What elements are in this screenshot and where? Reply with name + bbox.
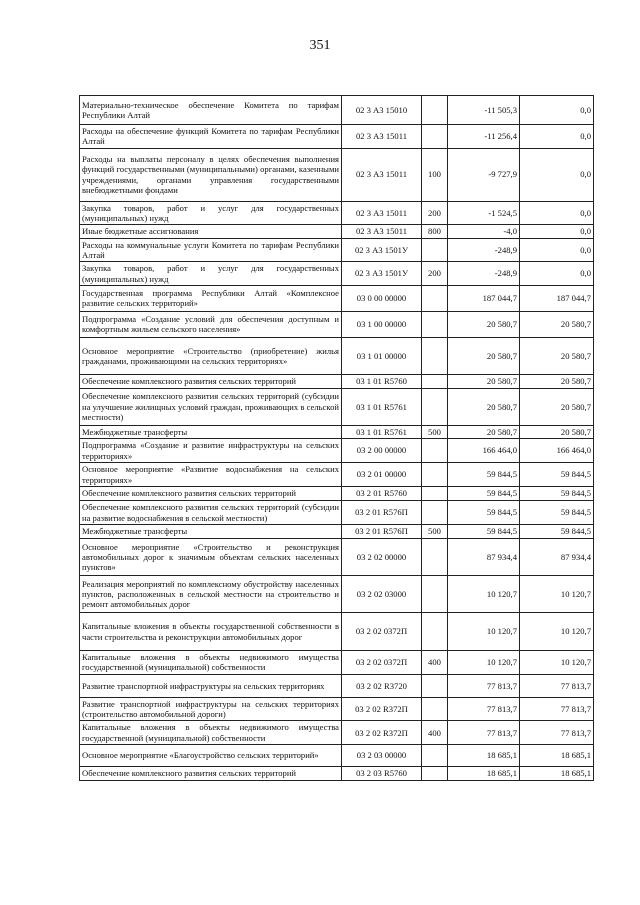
table-row [80,388,594,425]
row-expense-type-cell [422,745,448,767]
row-amount-next-cell: 0,0 [520,262,594,286]
table-row [80,487,594,501]
table-row [80,337,594,374]
row-code-cell: 03 1 01 00000 [342,337,422,374]
budget-table-body [80,96,594,781]
table-row [80,425,594,438]
table-row [80,613,594,651]
row-expense-type-cell [422,388,448,425]
row-name-cell: Основное мероприятие «Строительство и реконструкция автомобильных дорог к значимым объектам сельских населенных пунктов» [80,539,342,576]
row-amount-cell: 77 813,7 [448,697,520,721]
row-name-cell: Подпрограмма «Создание и развитие инфраструктуры на сельских территориях» [80,439,342,463]
row-name-cell: Основное мероприятие «Строительство (приобретение) жилья гражданами, проживающими на сельских территориях» [80,337,342,374]
row-amount-cell: -248,9 [448,262,520,286]
row-name-cell: Капитальные вложения в объекты недвижимого имущества государственной (муниципальной) собственности [80,651,342,675]
row-expense-type-cell [422,337,448,374]
row-code-cell: 03 2 02 0372П [342,613,422,651]
row-expense-type-cell [422,674,448,697]
row-expense-type-cell [422,576,448,613]
row-amount-next-cell: 59 844,5 [520,463,594,487]
row-code-cell: 03 2 02 R372П [342,697,422,721]
row-expense-type-cell: 800 [422,225,448,238]
table-row [80,697,594,721]
row-name-cell: Обеспечение комплексного развития сельских территорий (субсидии на развитие водоснабжения в сельской местности) [80,501,342,525]
row-code-cell: 03 2 01 00000 [342,463,422,487]
row-amount-cell: 18 685,1 [448,767,520,781]
row-name-cell: Межбюджетные трансферты [80,525,342,539]
table-row [80,148,594,201]
row-code-cell: 02 3 А3 15010 [342,96,422,125]
row-code-cell: 03 2 00 00000 [342,439,422,463]
row-amount-next-cell: 59 844,5 [520,487,594,501]
row-amount-cell: 20 580,7 [448,337,520,374]
row-code-cell: 02 3 А3 15011 [342,225,422,238]
row-expense-type-cell [422,96,448,125]
row-expense-type-cell [422,311,448,337]
row-amount-cell: 10 120,7 [448,651,520,675]
row-code-cell: 03 2 03 00000 [342,745,422,767]
row-amount-next-cell: 77 813,7 [520,721,594,745]
table-row [80,285,594,311]
row-code-cell: 03 2 02 03000 [342,576,422,613]
row-expense-type-cell [422,487,448,501]
row-amount-cell: 166 464,0 [448,439,520,463]
row-amount-cell: -4,0 [448,225,520,238]
row-expense-type-cell [422,501,448,525]
row-code-cell: 03 2 01 R576П [342,525,422,539]
row-amount-next-cell: 10 120,7 [520,576,594,613]
row-amount-cell: 20 580,7 [448,425,520,438]
row-code-cell: 03 2 02 R372П [342,721,422,745]
row-code-cell: 03 2 02 R3720 [342,674,422,697]
row-amount-cell: 87 934,4 [448,539,520,576]
row-amount-cell: 10 120,7 [448,576,520,613]
row-amount-cell: 77 813,7 [448,674,520,697]
table-row [80,674,594,697]
row-amount-next-cell: 18 685,1 [520,767,594,781]
row-name-cell: Обеспечение комплексного развития сельских территорий [80,374,342,388]
row-expense-type-cell [422,697,448,721]
row-name-cell: Обеспечение комплексного развития сельских территорий (субсидии на улучшение жилищных условий граждан, проживающих в сельской местности) [80,388,342,425]
row-name-cell: Иные бюджетные ассигнования [80,225,342,238]
row-expense-type-cell [422,285,448,311]
row-code-cell: 03 1 01 R5760 [342,374,422,388]
row-name-cell: Обеспечение комплексного развития сельских территорий [80,487,342,501]
row-amount-cell: 59 844,5 [448,487,520,501]
row-expense-type-cell: 400 [422,651,448,675]
row-code-cell: 03 2 02 00000 [342,539,422,576]
row-amount-cell: 59 844,5 [448,463,520,487]
row-name-cell: Основное мероприятие «Благоустройство сельских территорий» [80,745,342,767]
row-name-cell: Капитальные вложения в объекты государственной собственности в части строительства и реконструкции автомобильных дорог [80,613,342,651]
row-expense-type-cell [422,374,448,388]
row-amount-next-cell: 20 580,7 [520,425,594,438]
row-expense-type-cell [422,613,448,651]
row-expense-type-cell [422,125,448,149]
row-name-cell: Закупка товаров, работ и услуг для государственных (муниципальных) нужд [80,262,342,286]
table-row [80,311,594,337]
row-amount-next-cell: 0,0 [520,96,594,125]
row-code-cell: 03 2 03 R5760 [342,767,422,781]
table-row [80,576,594,613]
row-amount-cell: 59 844,5 [448,525,520,539]
row-amount-cell: -1 524,5 [448,201,520,225]
row-code-cell: 02 3 А3 15011 [342,148,422,201]
row-amount-cell: 20 580,7 [448,311,520,337]
table-row [80,225,594,238]
row-amount-next-cell: 0,0 [520,225,594,238]
row-name-cell: Государственная программа Республики Алтай «Комплексное развитие сельских территорий» [80,285,342,311]
row-amount-next-cell: 10 120,7 [520,613,594,651]
row-amount-cell: -9 727,9 [448,148,520,201]
row-expense-type-cell [422,539,448,576]
row-amount-cell: 20 580,7 [448,388,520,425]
table-row [80,721,594,745]
row-name-cell: Реализация мероприятий по комплексному обустройству населенных пунктов, расположенных в сельской местности на строительство и ремонт автомобильных дорог [80,576,342,613]
row-name-cell: Закупка товаров, работ и услуг для государственных (муниципальных) нужд [80,201,342,225]
row-code-cell: 02 3 А3 15011 [342,125,422,149]
row-amount-next-cell: 20 580,7 [520,337,594,374]
row-amount-cell: -248,9 [448,238,520,262]
row-expense-type-cell: 500 [422,525,448,539]
row-name-cell: Подпрограмма «Создание условий для обеспечения доступным и комфортным жильем сельского населения» [80,311,342,337]
table-row [80,374,594,388]
row-code-cell: 03 0 00 00000 [342,285,422,311]
table-row [80,96,594,125]
row-amount-next-cell: 166 464,0 [520,439,594,463]
row-name-cell: Развитие транспортной инфраструктуры на сельских территориях [80,674,342,697]
table-row [80,439,594,463]
row-code-cell: 02 3 А3 1501У [342,238,422,262]
row-name-cell: Расходы на коммунальные услуги Комитета по тарифам Республики Алтай [80,238,342,262]
row-amount-cell: -11 256,4 [448,125,520,149]
row-amount-next-cell: 20 580,7 [520,388,594,425]
row-amount-cell: 10 120,7 [448,613,520,651]
row-amount-next-cell: 77 813,7 [520,674,594,697]
row-amount-next-cell: 18 685,1 [520,745,594,767]
table-row [80,651,594,675]
row-amount-cell: 18 685,1 [448,745,520,767]
row-expense-type-cell [422,439,448,463]
row-name-cell: Расходы на обеспечение функций Комитета по тарифам Республики Алтай [80,125,342,149]
row-expense-type-cell: 200 [422,262,448,286]
row-amount-next-cell: 59 844,5 [520,525,594,539]
row-expense-type-cell [422,463,448,487]
row-expense-type-cell [422,238,448,262]
row-amount-next-cell: 20 580,7 [520,374,594,388]
row-amount-cell: 59 844,5 [448,501,520,525]
table-row [80,238,594,262]
page-number: 351 [309,38,331,53]
table-row [80,525,594,539]
row-name-cell: Расходы на выплаты персоналу в целях обеспечения выполнения функций государственными (муниципальными) органами, казенными учреждениями, органами управления государственными внебюджетными фондами [80,148,342,201]
row-amount-next-cell: 0,0 [520,125,594,149]
row-amount-next-cell: 59 844,5 [520,501,594,525]
table-row [80,201,594,225]
row-amount-cell: 187 044,7 [448,285,520,311]
row-expense-type-cell: 200 [422,201,448,225]
row-expense-type-cell: 100 [422,148,448,201]
row-code-cell: 03 2 02 0372П [342,651,422,675]
row-amount-next-cell: 0,0 [520,201,594,225]
table-row [80,262,594,286]
row-amount-next-cell: 0,0 [520,148,594,201]
table-row [80,501,594,525]
row-code-cell: 03 1 01 R5761 [342,425,422,438]
row-code-cell: 03 2 01 R5760 [342,487,422,501]
row-amount-next-cell: 187 044,7 [520,285,594,311]
row-name-cell: Основное мероприятие «Развитие водоснабжения на сельских территориях» [80,463,342,487]
row-name-cell: Обеспечение комплексного развития сельских территорий [80,767,342,781]
row-code-cell: 03 1 00 00000 [342,311,422,337]
budget-table [79,95,594,781]
row-expense-type-cell [422,767,448,781]
row-amount-cell: 77 813,7 [448,721,520,745]
row-expense-type-cell: 500 [422,425,448,438]
row-name-cell: Межбюджетные трансферты [80,425,342,438]
row-name-cell: Материально-техническое обеспечение Комитета по тарифам Республики Алтай [80,96,342,125]
table-row [80,125,594,149]
table-row [80,745,594,767]
table-row [80,539,594,576]
row-code-cell: 03 1 01 R5761 [342,388,422,425]
row-code-cell: 02 3 А3 1501У [342,262,422,286]
row-code-cell: 02 3 А3 15011 [342,201,422,225]
row-amount-next-cell: 87 934,4 [520,539,594,576]
row-amount-cell: 20 580,7 [448,374,520,388]
row-amount-next-cell: 77 813,7 [520,697,594,721]
row-name-cell: Капитальные вложения в объекты недвижимого имущества государственной (муниципальной) собственности [80,721,342,745]
row-name-cell: Развитие транспортной инфраструктуры на сельских территориях (строительство автомобильной дороги) [80,697,342,721]
row-amount-next-cell: 0,0 [520,238,594,262]
table-row [80,463,594,487]
row-code-cell: 03 2 01 R576П [342,501,422,525]
row-amount-next-cell: 20 580,7 [520,311,594,337]
row-amount-cell: -11 505,3 [448,96,520,125]
row-expense-type-cell: 400 [422,721,448,745]
row-amount-next-cell: 10 120,7 [520,651,594,675]
table-row [80,767,594,781]
